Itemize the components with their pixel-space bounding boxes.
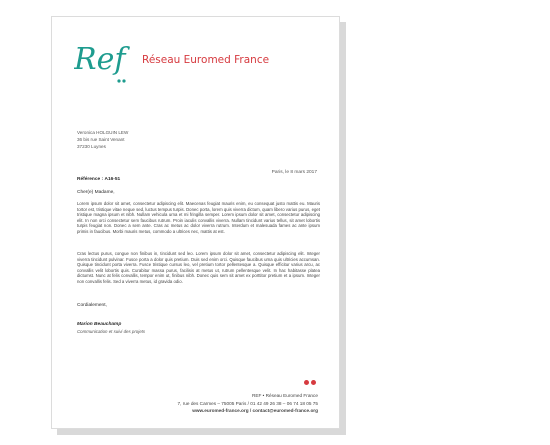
footer-address: 7, rue des Carmes – 75005 Paris / 01 42 49 26 38 – 06 74 18 05 75 xyxy=(177,400,318,406)
recipient-name: Veronica HOLGUIN LEW xyxy=(77,130,129,135)
reference-label: Référence : xyxy=(77,177,104,182)
salutation: Cher(e) Madame, xyxy=(77,190,115,195)
recipient-address xyxy=(77,130,128,150)
signer-name: Marion Beauchamp xyxy=(77,322,122,327)
footer-org: REF • Réseau Euromed France xyxy=(252,393,318,398)
signer-role: Communication et suivi des projets xyxy=(77,329,146,334)
body-paragraph-2: Cras lectus purus, congue non finibus in, tincidunt sed leo. Lorem ipsum dolor sit amet, consectetur adipiscing elit. Integer viverra tincidunt pulvinar. Fusce porta a dolor quis pretium. Duis sed enim orci. Quisque faucibus urna quis ultricies accumsan. Quisque tincidunt porta viverra. Fusce tristique cursus leo, vel pretium tortor pellentesque a. Quisque efficitur varius arcu, ac convallis velit lobortis quis. Curabitur massa purus, facilisis at metus ut, rutrum pellentesque velit. In hac habitasse platea dictumst. Nunc at felis convallis, tempor enim ut, finibus nibh. Donec quis sem sit amet ex porttitor pretium et a ipsum. Integer non convallis felis. Sed a viverra metus, id gravida odio. xyxy=(77,251,320,284)
letter-date: Paris, le 8 mars 2017 xyxy=(271,170,317,175)
closing: Cordialement, xyxy=(77,303,107,308)
letter-footer xyxy=(178,392,318,415)
brand-dots-icon xyxy=(304,380,318,386)
footer-web[interactable]: www.euromed-france.org / contact@euromed-france.org xyxy=(192,408,318,414)
letter-page xyxy=(51,16,340,429)
brand-name: Réseau Euromed France xyxy=(142,54,270,66)
reference-value: A16-51 xyxy=(104,177,121,182)
recipient-street: 36 bis rue Saint Venant xyxy=(77,136,125,142)
ref-logo-icon xyxy=(74,39,134,85)
reference-line xyxy=(77,177,120,182)
recipient-city: 37230 Luynes xyxy=(77,143,106,149)
body-paragraph-1: Lorem ipsum dolor sit amet, consectetur adipiscing elit. Maecenas feugiat mauris enim, eu consequat justo mattis eu. Mauris tortor est, tristique vitae neque sed, luctus tempus turpis. Donec porta, lorem quis viverra dictum, quam libero varius purus, eget tristique magna ipsum et nibh. Nullam vehicula urna et mi fringilla semper. Lorem ipsum dolor sit amet, consectetur adipiscing elit. In non orci consectetur sem faucibus rutrum. Proin iaculis convallis viverra. Nullam tincidunt varius tellus, sit amet lobortis turpis feugiat non. Donec a sem ante. Cras ac metus ac dolor viverra rutrum. Interdum et malesuada fames ac ante ipsum primis in faucibus. Morbi mauris metus, commodo a ultrices nec, mattis at est. xyxy=(77,201,320,234)
logo-text: Ref xyxy=(74,42,126,77)
